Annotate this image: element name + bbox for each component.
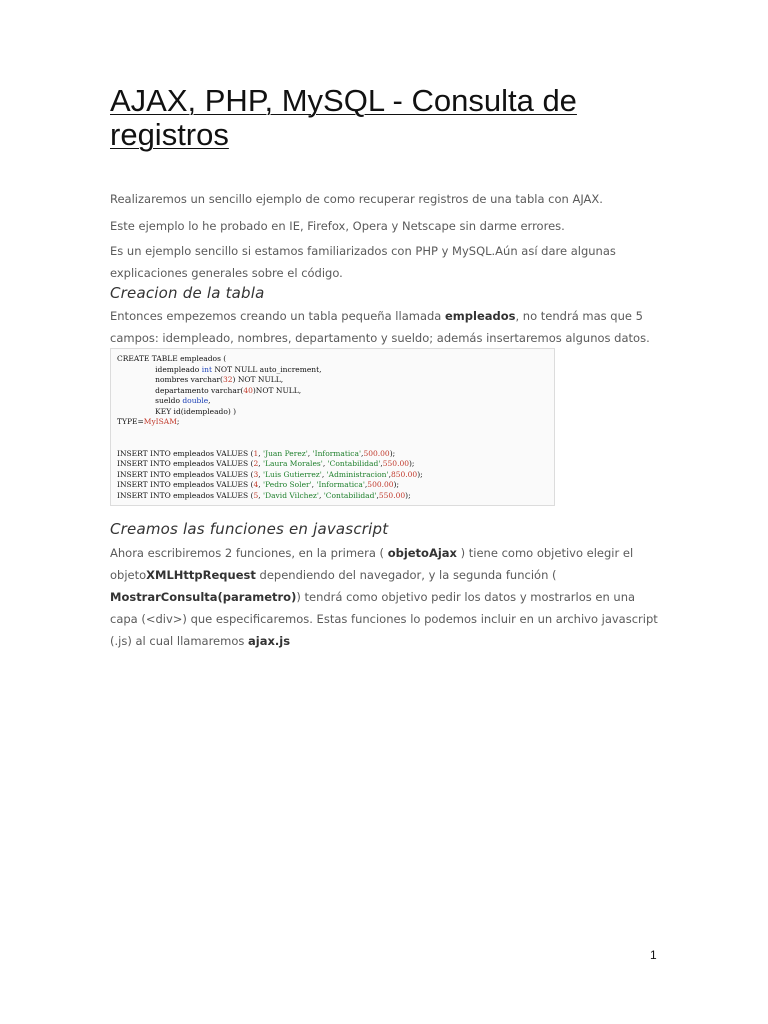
section2-paragraph bbox=[110, 542, 660, 652]
code-token: 'Pedro Soler' bbox=[263, 480, 312, 489]
insert-code-line bbox=[117, 491, 548, 502]
mostrarconsulta-bold: MostrarConsulta(parametro) bbox=[110, 590, 297, 604]
code-token: 'Juan Perez' bbox=[263, 448, 308, 458]
insert-statements-code bbox=[117, 449, 548, 502]
code-token: 550.00 bbox=[378, 490, 406, 500]
code-line bbox=[117, 407, 548, 418]
section2-text-1: Ahora escribiremos 2 funciones, en la primera ( bbox=[110, 546, 388, 560]
code-token: INSERT INTO empleados VALUES ( bbox=[117, 459, 254, 468]
section2-text-2: ) tiene como objetivo elegir el objeto bbox=[110, 546, 634, 582]
code-token: )NOT NULL, bbox=[252, 385, 302, 395]
code-token: 'Administracion' bbox=[326, 469, 389, 479]
code-line bbox=[117, 375, 548, 386]
intro-paragraph-2: Este ejemplo lo he probado en IE, Firefox, Opera y Netscape sin darme errores. bbox=[110, 219, 565, 233]
code-token: 'Luis Gutierrez' bbox=[263, 469, 322, 479]
ajax-js-bold: ajax.js bbox=[248, 634, 291, 648]
code-token: sueldo bbox=[117, 396, 183, 405]
create-table-code bbox=[117, 354, 548, 428]
insert-code-line bbox=[117, 470, 548, 481]
code-token: ) NOT NULL, bbox=[232, 375, 284, 384]
code-token: , bbox=[258, 448, 264, 458]
code-token: 500.00 bbox=[363, 448, 390, 458]
code-token: ); bbox=[389, 448, 396, 458]
code-token: , bbox=[318, 490, 324, 500]
section-heading-tabla: Creacion de la tabla bbox=[110, 284, 265, 302]
code-token: MyISAM bbox=[143, 417, 177, 426]
code-line bbox=[117, 396, 548, 407]
code-token: , bbox=[361, 448, 364, 458]
code-token: 'Contabilidad' bbox=[323, 490, 377, 500]
code-token: , bbox=[311, 480, 317, 489]
code-token: INSERT INTO empleados VALUES ( bbox=[117, 480, 254, 489]
table-name-bold: empleados bbox=[445, 309, 516, 323]
code-token: 'Contabilidad' bbox=[327, 459, 381, 468]
code-line bbox=[117, 386, 548, 397]
code-token: 'Laura Morales' bbox=[263, 459, 323, 468]
intro-paragraph-3: Es un ejemplo sencillo si estamos familiarizados con PHP y MySQL.Aún así dare algunas explicaciones generales sobre el código. bbox=[110, 244, 616, 280]
code-token: , bbox=[208, 396, 211, 405]
code-token: NOT NULL auto_increment, bbox=[211, 364, 322, 374]
section1-text-before: Entonces empezemos creando un tabla pequeña llamada bbox=[110, 309, 445, 323]
section1-paragraph bbox=[110, 305, 660, 349]
code-token: ); bbox=[405, 490, 411, 500]
insert-code-line bbox=[117, 449, 548, 460]
code-line bbox=[117, 354, 548, 365]
code-line bbox=[117, 365, 548, 376]
code-token: , bbox=[376, 490, 379, 500]
section2-text-3: dependiendo del navegador, y la segunda función ( bbox=[255, 568, 557, 582]
section2-text-4: ) tendrá como objetivo pedir los datos y mostrarlos en una capa (<div>) que especificaremos. Estas funciones lo podemos incluir en un archivo javascript (.js) al cual llamaremos bbox=[110, 590, 658, 648]
code-token: ); bbox=[417, 469, 423, 479]
code-token: , bbox=[322, 459, 328, 468]
code-token: 32 bbox=[222, 375, 233, 384]
code-token: double bbox=[182, 396, 209, 405]
code-token: 'Informatica' bbox=[312, 448, 362, 458]
intro-paragraph-1: Realizaremos un sencillo ejemplo de como recuperar registros de una tabla con AJAX. bbox=[110, 192, 603, 206]
insert-code-line bbox=[117, 480, 548, 491]
code-token: 550.00 bbox=[382, 459, 409, 468]
code-token: , bbox=[258, 459, 264, 468]
code-token: 3 bbox=[253, 469, 259, 479]
code-token: idempleado bbox=[117, 364, 202, 374]
insert-code-line bbox=[117, 459, 548, 470]
section1-text-after: , no tendrá mas que 5 campos: idempleado, nombres, departamento y sueldo; además insertaremos algunos datos. bbox=[110, 309, 650, 345]
code-token: INSERT INTO empleados VALUES ( bbox=[117, 490, 254, 500]
section-heading-javascript: Creamos las funciones en javascript bbox=[110, 520, 389, 538]
xmlhttprequest-bold: XMLHttpRequest bbox=[146, 568, 256, 582]
code-token: 40 bbox=[243, 385, 253, 395]
code-token: ; bbox=[176, 417, 180, 426]
code-token: 5 bbox=[253, 490, 259, 500]
page-title: AJAX, PHP, MySQL - Consulta de registros bbox=[110, 83, 577, 152]
code-token: 1 bbox=[253, 448, 259, 458]
objetoajax-bold: objetoAjax bbox=[387, 546, 457, 560]
code-token: , bbox=[258, 480, 264, 489]
code-token: , bbox=[388, 469, 391, 479]
code-token: , bbox=[258, 469, 264, 479]
code-token: 500.00 bbox=[367, 480, 394, 489]
code-blank-line bbox=[117, 428, 548, 439]
code-token: INSERT INTO empleados VALUES ( bbox=[117, 469, 254, 479]
code-token: int bbox=[201, 364, 212, 374]
code-token: departamento varchar( bbox=[117, 385, 244, 395]
sql-code-image bbox=[110, 348, 555, 506]
code-token: ); bbox=[409, 459, 415, 468]
code-token: 'Informatica' bbox=[316, 480, 365, 489]
code-token: 850.00 bbox=[390, 469, 418, 479]
code-token: nombres varchar( bbox=[117, 375, 223, 384]
code-token: CREATE TABLE empleados ( bbox=[117, 354, 227, 363]
code-token: , bbox=[380, 459, 383, 468]
code-token: KEY id(idempleado) ) bbox=[117, 406, 237, 416]
code-token: TYPE= bbox=[117, 417, 144, 426]
code-token: , bbox=[321, 469, 327, 479]
code-token: 2 bbox=[253, 459, 259, 468]
code-token: INSERT INTO empleados VALUES ( bbox=[117, 448, 254, 458]
code-token: , bbox=[258, 490, 264, 500]
code-token: , bbox=[364, 480, 368, 489]
code-token: 'David Vilchez' bbox=[263, 490, 319, 500]
code-token: , bbox=[307, 448, 313, 458]
page-number: 1 bbox=[650, 948, 657, 962]
code-token: ); bbox=[393, 480, 399, 489]
code-line bbox=[117, 417, 548, 428]
code-blank-line bbox=[117, 438, 548, 449]
code-token: 4 bbox=[253, 480, 259, 489]
